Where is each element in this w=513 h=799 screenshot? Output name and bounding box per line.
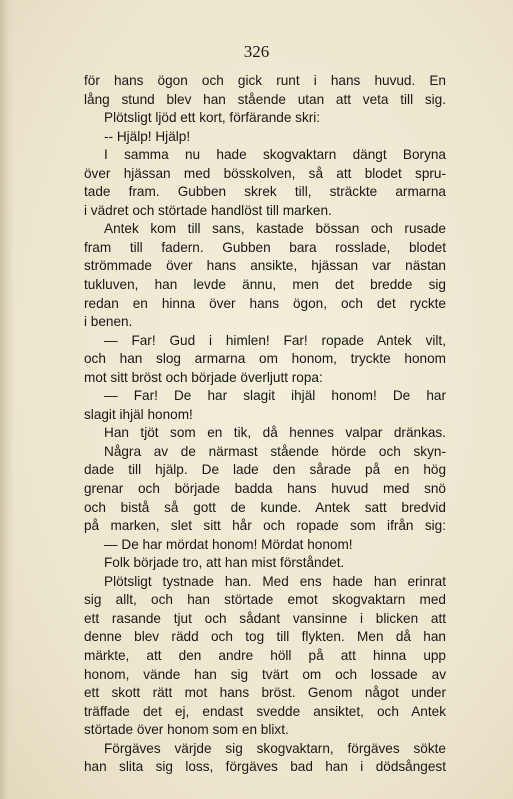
text-line: sig allt, och han störtade emot skogvaktarn med bbox=[84, 592, 446, 608]
text-line: Plötsligt tystnade han. Med ens hade han erinrat bbox=[104, 573, 446, 589]
text-line: i benen. bbox=[84, 314, 133, 330]
text-line: Plötsligt ljöd ett kort, förfärande skri: bbox=[104, 110, 321, 126]
text-line: och bistå så gott de kunde. Antek satt bredvid bbox=[84, 499, 446, 515]
text-line: mot sitt bröst och började överljutt ropa: bbox=[84, 369, 323, 385]
text-line: -- Hjälp! Hjälp! bbox=[104, 128, 191, 144]
text-line: — De har mördat honom! Mördat honom! bbox=[104, 536, 353, 552]
text-line: redan en hinna över hans ögon, och det ryckte bbox=[84, 295, 446, 311]
text-line: störtade över honom som en blixt. bbox=[84, 722, 289, 738]
text-line: — Far! De har slagit ihjäl honom! De har bbox=[104, 388, 446, 404]
text-line: han slita sig loss, förgäves bad han i dödsångest bbox=[84, 759, 446, 775]
text-line: dade till hjälp. De lade den sårade på en hög bbox=[84, 462, 446, 478]
text-line: Han tjöt som en tik, då hennes valpar dränkas. bbox=[104, 425, 446, 441]
text-line: i vädret och störtade handlöst till marken. bbox=[84, 202, 332, 218]
text-line: strömmade över hans ansikte, hjässan var nästan bbox=[84, 258, 446, 274]
text-line: Folk började tro, att han mist förståndet. bbox=[104, 555, 345, 571]
page-binding-edge bbox=[0, 0, 14, 799]
text-line: I samma nu hade skogvaktarn dängt Boryna bbox=[104, 147, 446, 163]
text-line: Förgäves värjde sig skogvaktarn, förgäves sökte bbox=[104, 740, 446, 756]
text-line: för hans ögon och gick runt i hans huvud. En bbox=[84, 73, 446, 88]
text-line: över hjässan med bösskolven, så att blodet spru- bbox=[84, 165, 446, 181]
text-line: honom, vände han sig tvärt om och lossade av bbox=[84, 666, 446, 682]
text-line: tade fram. Gubben skrek till, sträckte armarna bbox=[84, 184, 446, 200]
text-line: Några av de närmast stående hörde och skyn- bbox=[104, 443, 446, 459]
text-line: — Far! Gud i himlen! Far! ropade Antek vilt, bbox=[104, 332, 446, 348]
text-line: fram till fadern. Gubben bara rosslade, blodet bbox=[84, 239, 446, 255]
body-text bbox=[84, 72, 446, 777]
text-line: slagit ihjäl honom! bbox=[84, 406, 193, 422]
text-line: och han slog armarna om honom, tryckte honom bbox=[84, 351, 446, 367]
text-line: träffade det ej, endast svedde ansiktet, och Antek bbox=[84, 703, 446, 719]
text-line: grenar och började badda hans huvud med snö bbox=[84, 481, 446, 497]
text-line: ett skott rätt mot hans bröst. Genom något under bbox=[84, 685, 446, 701]
page-number: 326 bbox=[243, 42, 270, 61]
text-line: Antek kom till sans, kastade bössan och rusade bbox=[104, 221, 446, 237]
text-line: lång stund blev han stående utan att veta till sig. bbox=[84, 91, 446, 107]
text-line: på marken, slet sitt hår och ropade som ifrån sig: bbox=[84, 518, 446, 534]
text-line: tukluven, han levde ännu, men det bredde sig bbox=[84, 277, 446, 293]
text-line: ett rasande tjut och sådant vansinne i blicken att bbox=[84, 610, 446, 626]
text-line: märkte, att den andre höll på att hinna upp bbox=[84, 647, 446, 663]
text-line: denne blev rädd och tog till flykten. Men då han bbox=[84, 629, 446, 645]
